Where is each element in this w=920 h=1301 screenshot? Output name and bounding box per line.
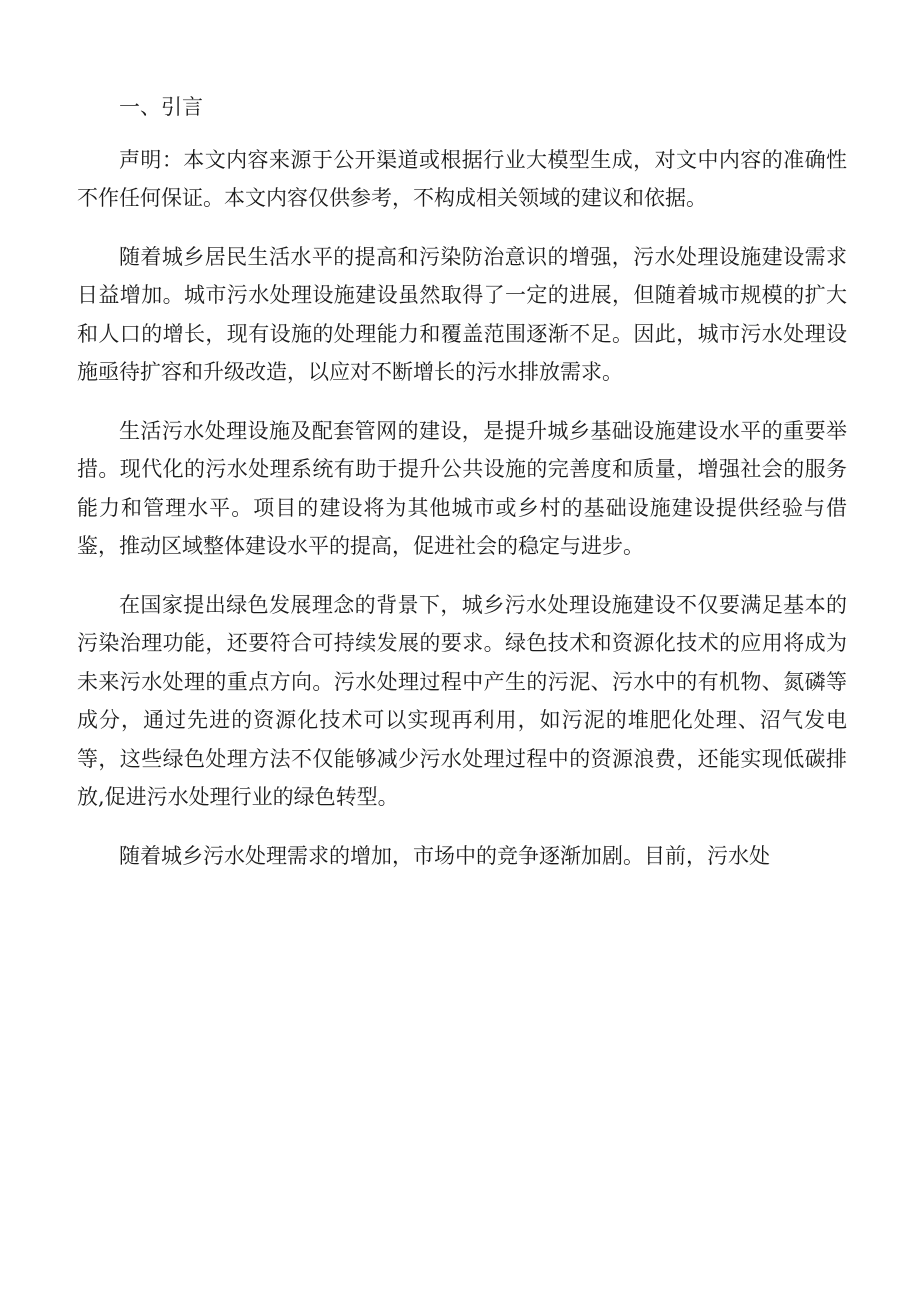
body-paragraph: 随着城乡居民生活水平的提高和污染防治意识的增强，污水处理设施建设需求日益增加。城市污水处理设施建设虽然取得了一定的进展，但随着城市规模的扩大和人口的增长，现有设施的处理能力和覆盖范围逐渐不足。因此，城市污水处理设施亟待扩容和升级改造，以应对不断增长的污水排放需求。 — [77, 244, 847, 384]
disclaimer-paragraph: 声明：本文内容来源于公开渠道或根据行业大模型生成，对文中内容的准确性不作任何保证。本文内容仅供参考，不构成相关领域的建议和依据。 — [77, 147, 847, 210]
body-paragraph: 随着城乡污水处理需求的增加，市场中的竞争逐渐加剧。目前，污水处 — [119, 843, 770, 868]
document-body — [77, 88, 847, 895]
body-paragraph: 在国家提出绿色发展理念的背景下，城乡污水处理设施建设不仅要满足基本的污染治理功能，还要符合可持续发展的要求。绿色技术和资源化技术的应用将成为未来污水处理的重点方向。污水处理过程中产生的污泥、污水中的有机物、氮磷等成分，通过先进的资源化技术可以实现再利用，如污泥的堆肥化处理、沼气发电等，这些绿色处理方法不仅能够减少污水处理过程中的资源浪费，还能实现低碳排放,促进污水处理行业的绿色转型。 — [77, 592, 847, 809]
section-heading: 一、引言 — [119, 95, 203, 119]
body-paragraph: 生活污水处理设施及配套管网的建设，是提升城乡基础设施建设水平的重要举措。现代化的污水处理系统有助于提升公共设施的完善度和质量，增强社会的服务能力和管理水平。项目的建设将为其他城市或乡村的基础设施建设提供经验与借鉴，推动区域整体建设水平的提高，促进社会的稳定与进步。 — [77, 418, 847, 558]
